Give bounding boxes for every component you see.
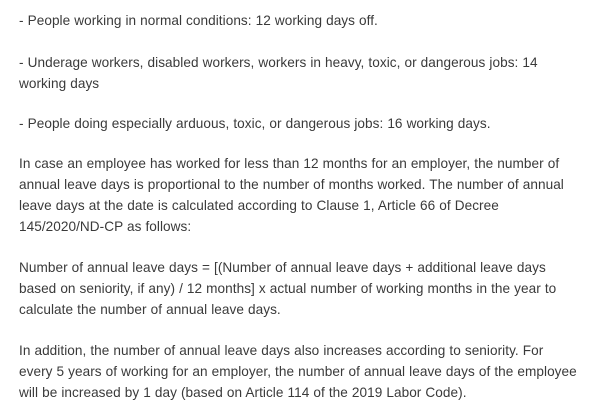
- paragraph-less-than-12-months: In case an employee has worked for less than 12 months for an employer, the number of annual leave days is proportional to the number of months worked. The number of annual leave days at the date is calculated according to Clause 1, Article 66 of Decree 145/2020/ND-CP as follows:: [19, 156, 564, 234]
- bullet-normal-conditions: - People working in normal conditions: 12 working days off.: [19, 13, 378, 28]
- bullet-underage-disabled-heavy-jobs: - Underage workers, disabled workers, workers in heavy, toxic, or dangerous jobs: 14 working days: [19, 55, 538, 91]
- bullet-arduous-jobs: - People doing especially arduous, toxic, or dangerous jobs: 16 working days.: [19, 116, 491, 131]
- paragraph-formula: Number of annual leave days = [(Number of annual leave days + additional leave days based on seniority, if any) / 12 months] x actual number of working months in the year to calculate the number of annual leave days.: [19, 260, 557, 317]
- paragraph-seniority: In addition, the number of annual leave days also increases according to seniority. For every 5 years of working for an employer, the number of annual leave days of the employee will be increased by 1 day (based on Article 114 of the 2019 Labor Code).: [19, 343, 577, 400]
